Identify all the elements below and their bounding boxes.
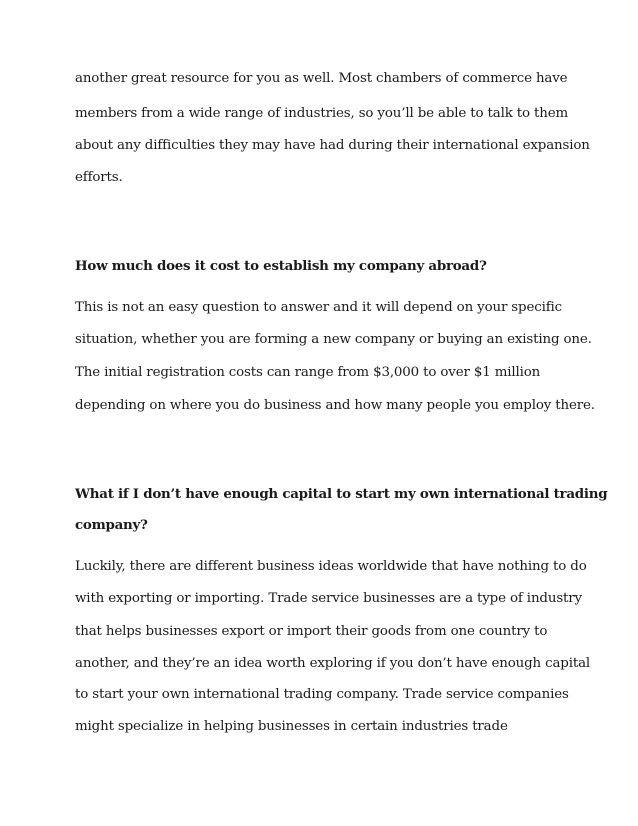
heading-line: What if I don’t have enough capital to start my own international trading: [75, 486, 608, 502]
paragraph-line: situation, whether you are forming a new company or buying an existing one.: [75, 332, 592, 347]
paragraph-line: about any difficulties they may have had during their international expansion: [75, 138, 590, 153]
section-heading: How much does it cost to establish my company abroad?: [75, 258, 487, 274]
paragraph-line: efforts.: [75, 170, 123, 185]
paragraph-line: The initial registration costs can range from $3,000 to over $1 million: [75, 365, 541, 380]
paragraph-line: might specialize in helping businesses in certain industries trade: [75, 719, 508, 734]
paragraph-line: Luckily, there are different business ideas worldwide that have nothing to do: [75, 559, 587, 574]
paragraph-line: to start your own international trading company. Trade service companies: [75, 687, 569, 702]
paragraph-line: members from a wide range of industries, so you’ll be able to talk to them: [75, 106, 569, 121]
paragraph-line: another great resource for you as well. Most chambers of commerce have: [75, 71, 568, 86]
heading-line: company?: [75, 517, 148, 533]
paragraph-line: This is not an easy question to answer and it will depend on your specific: [75, 300, 562, 315]
paragraph-line: with exporting or importing. Trade service businesses are a type of industry: [75, 591, 582, 606]
paragraph-line: that helps businesses export or import their goods from one country to: [75, 624, 548, 639]
paragraph-line: depending on where you do business and how many people you employ there.: [75, 398, 595, 413]
paragraph-line: another, and they’re an idea worth exploring if you don’t have enough capital: [75, 656, 591, 671]
